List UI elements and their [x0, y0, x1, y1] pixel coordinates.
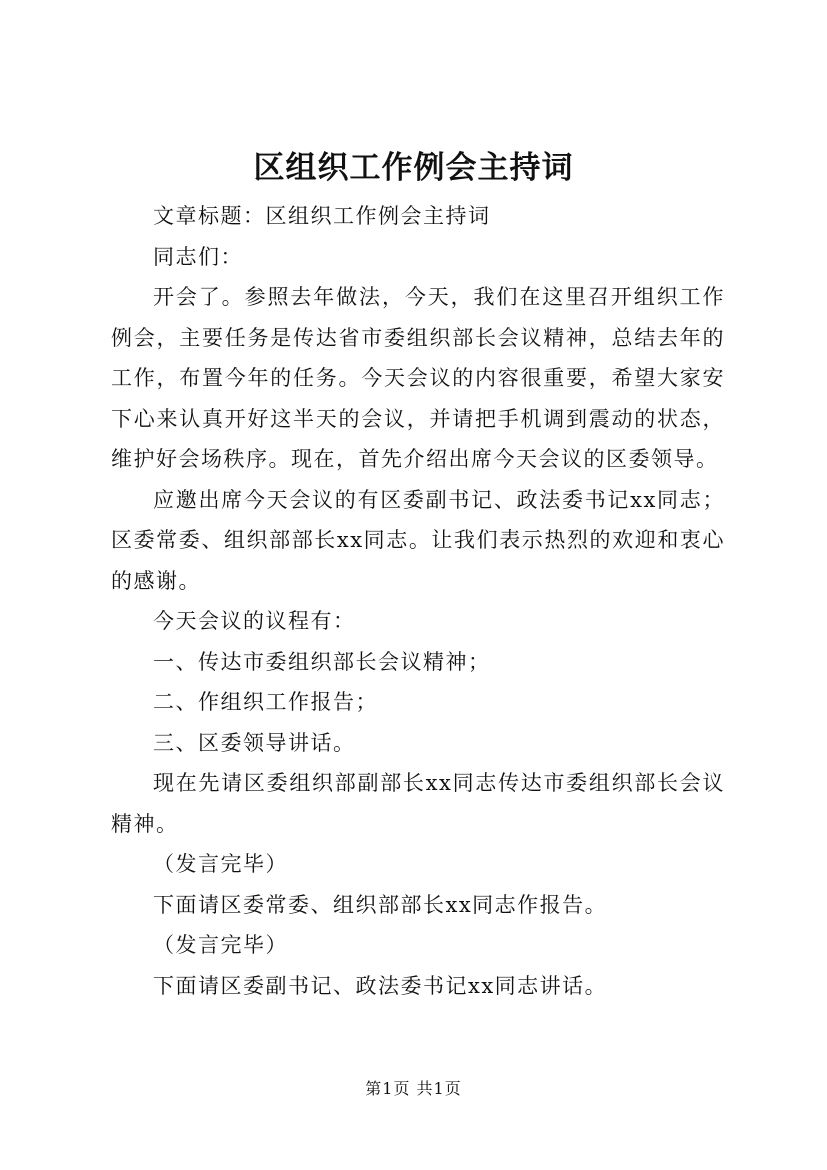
paragraph-salutation: 同志们： [153, 244, 243, 269]
agenda-item-2: 二、作组织工作报告； [153, 690, 378, 714]
paragraph-agenda-intro: 今天会议的议程有： [153, 609, 356, 633]
document-title: 区组织工作例会主持词 [253, 150, 574, 186]
paragraph-second-speaker: 下面请区委常委、组织部部长xx同志作报告。 [153, 892, 608, 917]
paragraph-first-speaker: 现在先请区委组织部副部长xx同志传达市委组织部长会议精神。 [111, 771, 725, 836]
document-body [111, 196, 725, 1006]
paragraph-speech-end-1: （发言完毕） [153, 852, 288, 876]
paragraph-article-title: 文章标题：区组织工作例会主持词 [153, 204, 491, 228]
paragraph-opening: 开会了。参照去年做法，今天，我们在这里召开组织工作例会，主要任务是传达省市委组织部长会议精神，总结去年的工作，布置今年的任务。今天会议的内容很重要，希望大家安下心来认真开好这半天的会议，并请把手机调到震动的状态，维护好会场秩序。现在，首先介绍出席今天会议的区委领导。 [111, 285, 725, 471]
paragraph-speech-end-2: （发言完毕） [153, 933, 288, 957]
agenda-item-3: 三、区委领导讲话。 [153, 730, 356, 755]
paragraph-third-speaker: 下面请区委副书记、政法委书记xx同志讲话。 [153, 973, 608, 998]
page-footer: 第1页 共1页 [365, 1079, 462, 1098]
agenda-item-1: 一、传达市委组织部长会议精神； [153, 649, 491, 674]
paragraph-guests: 应邀出席今天会议的有区委副书记、政法委书记xx同志；区委常委、组织部部长xx同志。让我们表示热烈的欢迎和衷心的感谢。 [111, 487, 725, 593]
